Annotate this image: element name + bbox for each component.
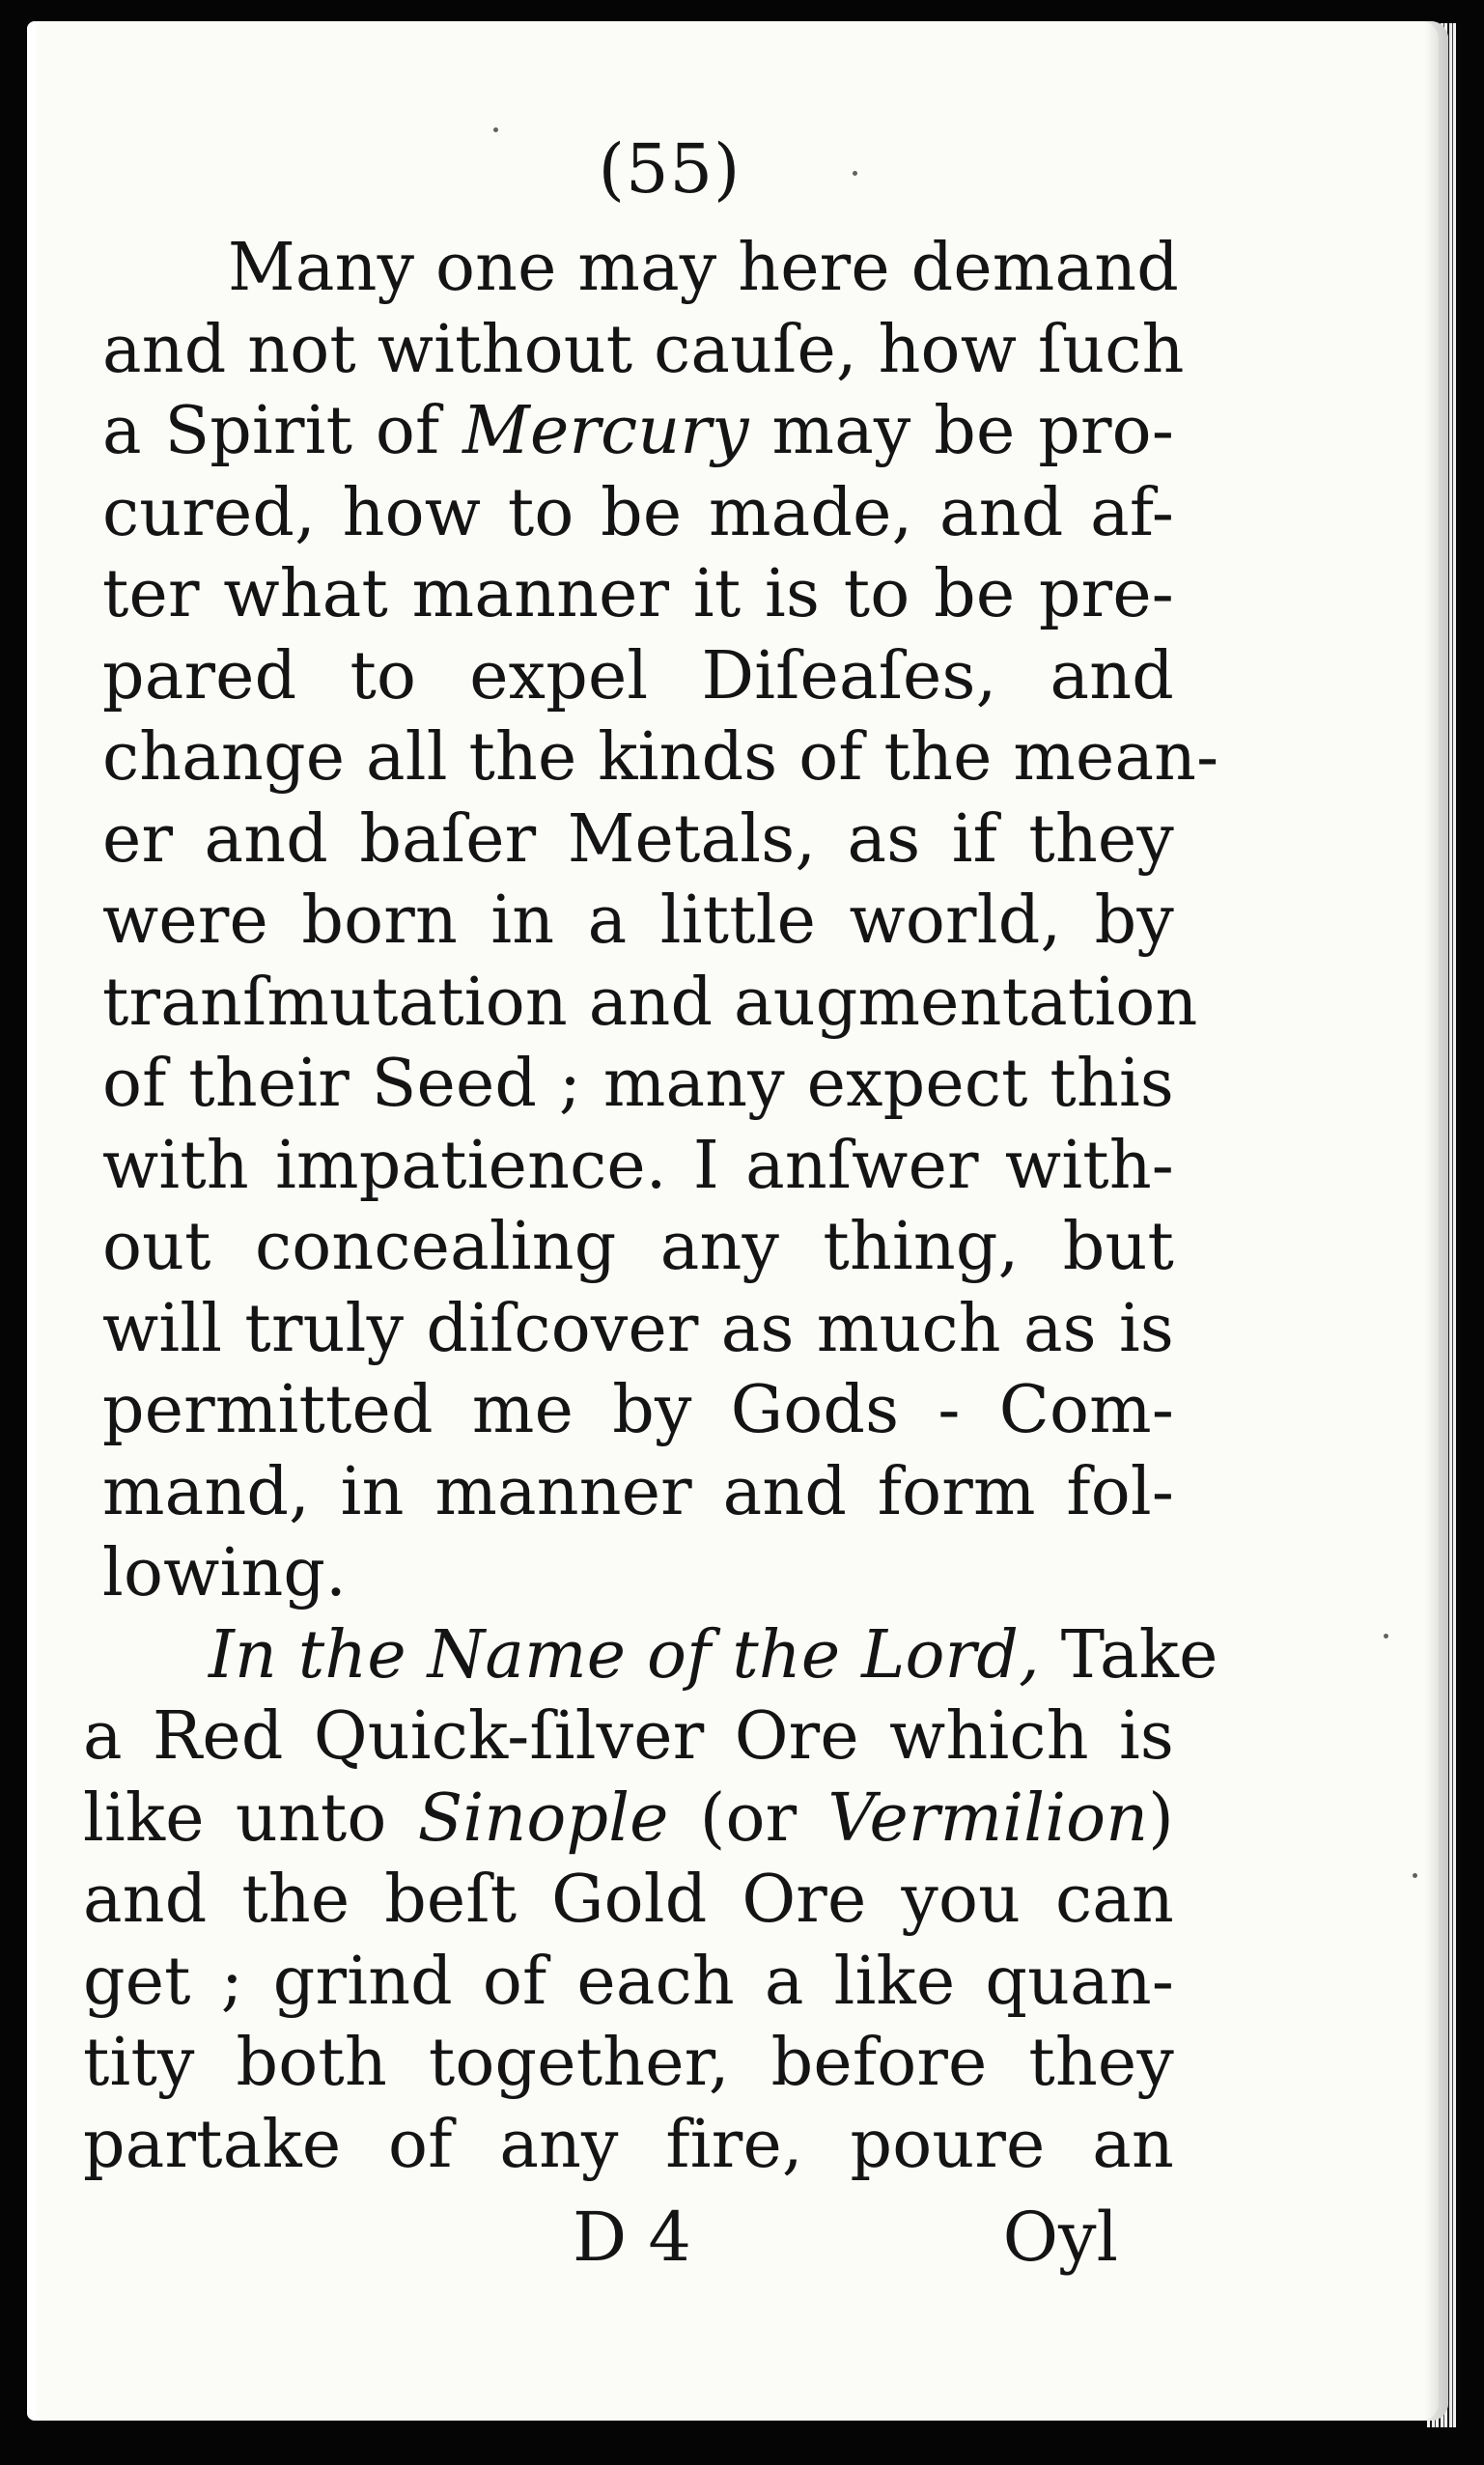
text-line-7: change all the kinds of the mean-	[102, 719, 1219, 796]
text-line-3-suffix: may be pro-	[748, 393, 1174, 469]
text-line-13: out concealing any thing, but	[102, 1209, 1174, 1285]
page-number: (55)	[598, 129, 742, 209]
ink-speck	[493, 127, 498, 132]
text-line-1: Many one may here demand	[228, 230, 1179, 306]
text-line-17: lowing.	[102, 1535, 347, 1611]
text-line-3	[102, 391, 1174, 473]
second-paragraph-line-7: partake of any fire, poure an	[83, 2106, 1174, 2183]
text-line-3-prefix: a Spirit of	[102, 393, 463, 469]
ink-speck	[1384, 1634, 1388, 1639]
page-footer	[573, 2199, 1118, 2276]
vermilion-italic: Vermilion	[827, 1779, 1149, 1857]
second-paragraph-line-5: get ; grind of each a like quan-	[83, 1943, 1174, 2020]
text-line-15: permitted me by Gods - Com-	[102, 1372, 1174, 1448]
second-paragraph-italic-opening: In the Name of the Lord,	[209, 1616, 1040, 1694]
line-3-prefix: like unto	[83, 1779, 418, 1857]
main-text	[83, 228, 1219, 2186]
line-3-middle: (or	[668, 1779, 828, 1857]
second-paragraph-line-3	[83, 1779, 1174, 1861]
text-line-2: and not without cauſe, how ſuch	[102, 311, 1185, 388]
text-line-14: will truly diſcover as much as is	[102, 1290, 1174, 1367]
signature-mark: D 4	[573, 2198, 691, 2277]
mercury-italic: Mercury	[462, 393, 749, 469]
text-line-4: cured, how to be made, and af-	[102, 474, 1174, 551]
ink-speck	[853, 171, 857, 176]
text-line-9: were born in a little world, by	[102, 882, 1174, 959]
book-page	[27, 21, 1448, 2421]
second-paragraph-take: Take	[1039, 1616, 1218, 1694]
second-paragraph-line-6: tity both together, before they	[83, 2025, 1174, 2101]
text-line-11: of their Seed ; many expect this	[102, 1046, 1174, 1122]
catchword: Oyl	[1002, 2198, 1118, 2277]
sinople-italic: Sinople	[417, 1779, 669, 1857]
text-line-10: tranſmutation and augmentation	[102, 964, 1198, 1041]
text-line-5: ter what manner it is to be pre-	[102, 556, 1174, 632]
text-line-6: pared to expel Diſeaſes, and	[102, 637, 1174, 714]
text-line-8: er and baſer Metals, as if they	[102, 800, 1174, 878]
ink-speck	[1413, 1873, 1417, 1878]
second-paragraph-line-4: and the beſt Gold Ore you can	[83, 1862, 1174, 1938]
text-line-16: mand, in manner and form fol-	[102, 1453, 1174, 1530]
line-3-close: )	[1148, 1779, 1174, 1857]
second-paragraph-line-2: a Red Quick-ſilver Ore which is	[83, 1698, 1174, 1775]
second-paragraph-line-1	[209, 1615, 1218, 1697]
text-line-12: with impatience. I anſwer with-	[102, 1127, 1174, 1204]
